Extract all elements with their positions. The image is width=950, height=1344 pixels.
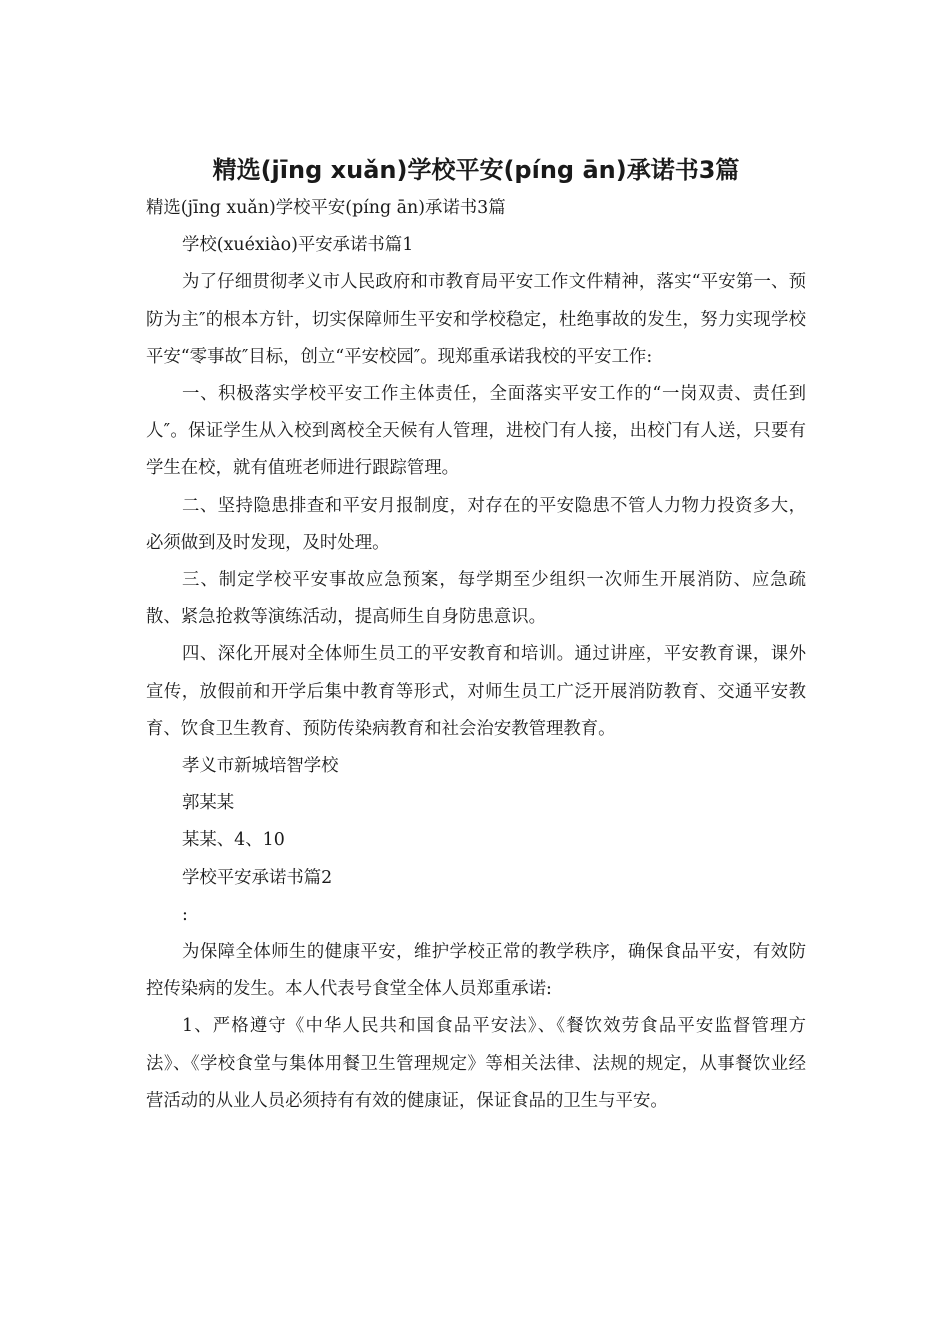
- section2-intro: 为保障全体师生的健康平安，维护学校正常的教学秩序，确保食品平安，有效防控传染病的发生。本人代表号食堂全体人员郑重承诺:: [146, 942, 806, 1000]
- section1-item-1: 一、积极落实学校平安工作主体责任，全面落实平安工作的“一岗双责、责任到人″。保证学生从入校到离校全天候有人管理，进校门有人接，出校门有人送，只要有学生在校，就有值班老师进行跟踪管理。: [146, 384, 806, 479]
- section1-heading: 学校(xuéxiào)平安承诺书篇1: [182, 235, 414, 256]
- section2-heading: 学校平安承诺书篇2: [182, 867, 333, 888]
- section1-item-4: 四、深化开展对全体师生员工的平安教育和培训。通过讲座，平安教育课，课外宣传，放假前和开学后集中教育等形式，对师生员工广泛开展消防教育、交通平安教育、饮食卫生教育、预防传染病教育和社会治安教管理教育。: [146, 644, 806, 739]
- section1-intro: 为了仔细贯彻孝义市人民政府和市教育局平安工作文件精神，落实“平安第一、预防为主″的根本方针，切实保障师生平安和学校稳定，杜绝事故的发生，努力实现学校平安“零事故″目标，创立“平安校园″。现郑重承诺我校的平安工作:: [146, 272, 806, 367]
- section1-item-3: 三、制定学校平安事故应急预案，每学期至少组织一次师生开展消防、应急疏散、紧急抢救等演练活动，提高师生自身防患意识。: [146, 570, 806, 628]
- section1-date: 某某、4、10: [182, 830, 285, 851]
- section2-colon: :: [182, 904, 188, 925]
- section1-signer: 郭某某: [182, 793, 235, 814]
- document-page: [146, 150, 806, 1120]
- section1-school: 孝义市新城培智学校: [182, 756, 339, 777]
- document-subtitle: 精选(jīng xuǎn)学校平安(píng ān)承诺书3篇: [146, 198, 506, 218]
- section1-item-2: 二、坚持隐患排查和平安月报制度，对存在的平安隐患不管人力物力投资多大，必须做到及时发现，及时处理。: [146, 495, 806, 553]
- document-title: 精选(jīng xuǎn)学校平安(píng ān)承诺书3篇: [212, 156, 740, 184]
- section2-item-1: 1、严格遵守《中华人民共和国食品平安法》、《餐饮效劳食品平安监督管理方法》、《学校食堂与集体用餐卫生管理规定》等相关法律、法规的规定，从事餐饮业经营活动的从业人员必须持有有效的健康证，保证食品的卫生与平安。: [146, 1016, 806, 1111]
